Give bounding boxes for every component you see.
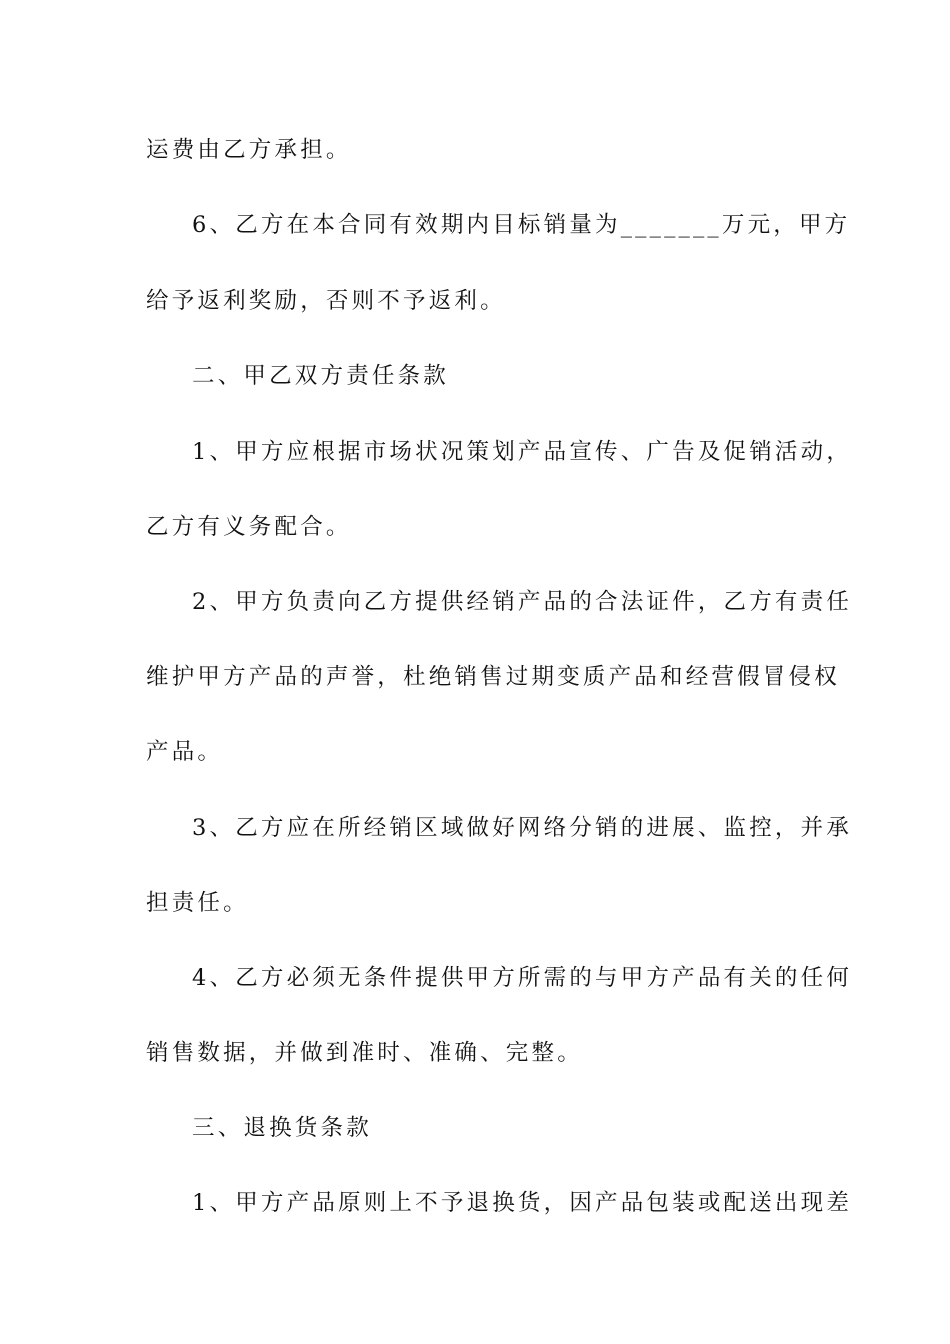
text-line: 乙方有义务配合。 [146,514,352,540]
paragraph-item-2: 2、甲方负责向乙方提供经销产品的合法证件，乙方有责任 [192,589,853,615]
text-line: 运费由乙方承担。 [146,137,352,163]
paragraph-item-1: 1、甲方产品原则上不予退换货，因产品包装或配送出现差 [192,1190,853,1216]
paragraph-item-4: 4、乙方必须无条件提供甲方所需的与甲方产品有关的任何 [192,965,853,991]
text-line: 销售数据，并做到准时、准确、完整。 [146,1040,583,1066]
paragraph-item-3: 3、乙方应在所经销区域做好网络分销的进展、监控，并承 [192,815,853,841]
paragraph-item-1: 1、甲方应根据市场状况策划产品宣传、广告及促销活动， [192,439,853,465]
text-line: 产品。 [146,739,224,765]
text-line: 担责任。 [146,890,249,916]
paragraph-item-6: 6、乙方在本合同有效期内目标销量为_______万元，甲方 [192,212,851,238]
text-line: 给予返利奖励，否则不予返利。 [146,288,506,314]
text-line: 维护甲方产品的声誉，杜绝销售过期变质产品和经营假冒侵权 [146,664,840,690]
section-heading-2: 二、甲乙双方责任条款 [192,363,450,389]
section-heading-3: 三、退换货条款 [192,1115,372,1141]
